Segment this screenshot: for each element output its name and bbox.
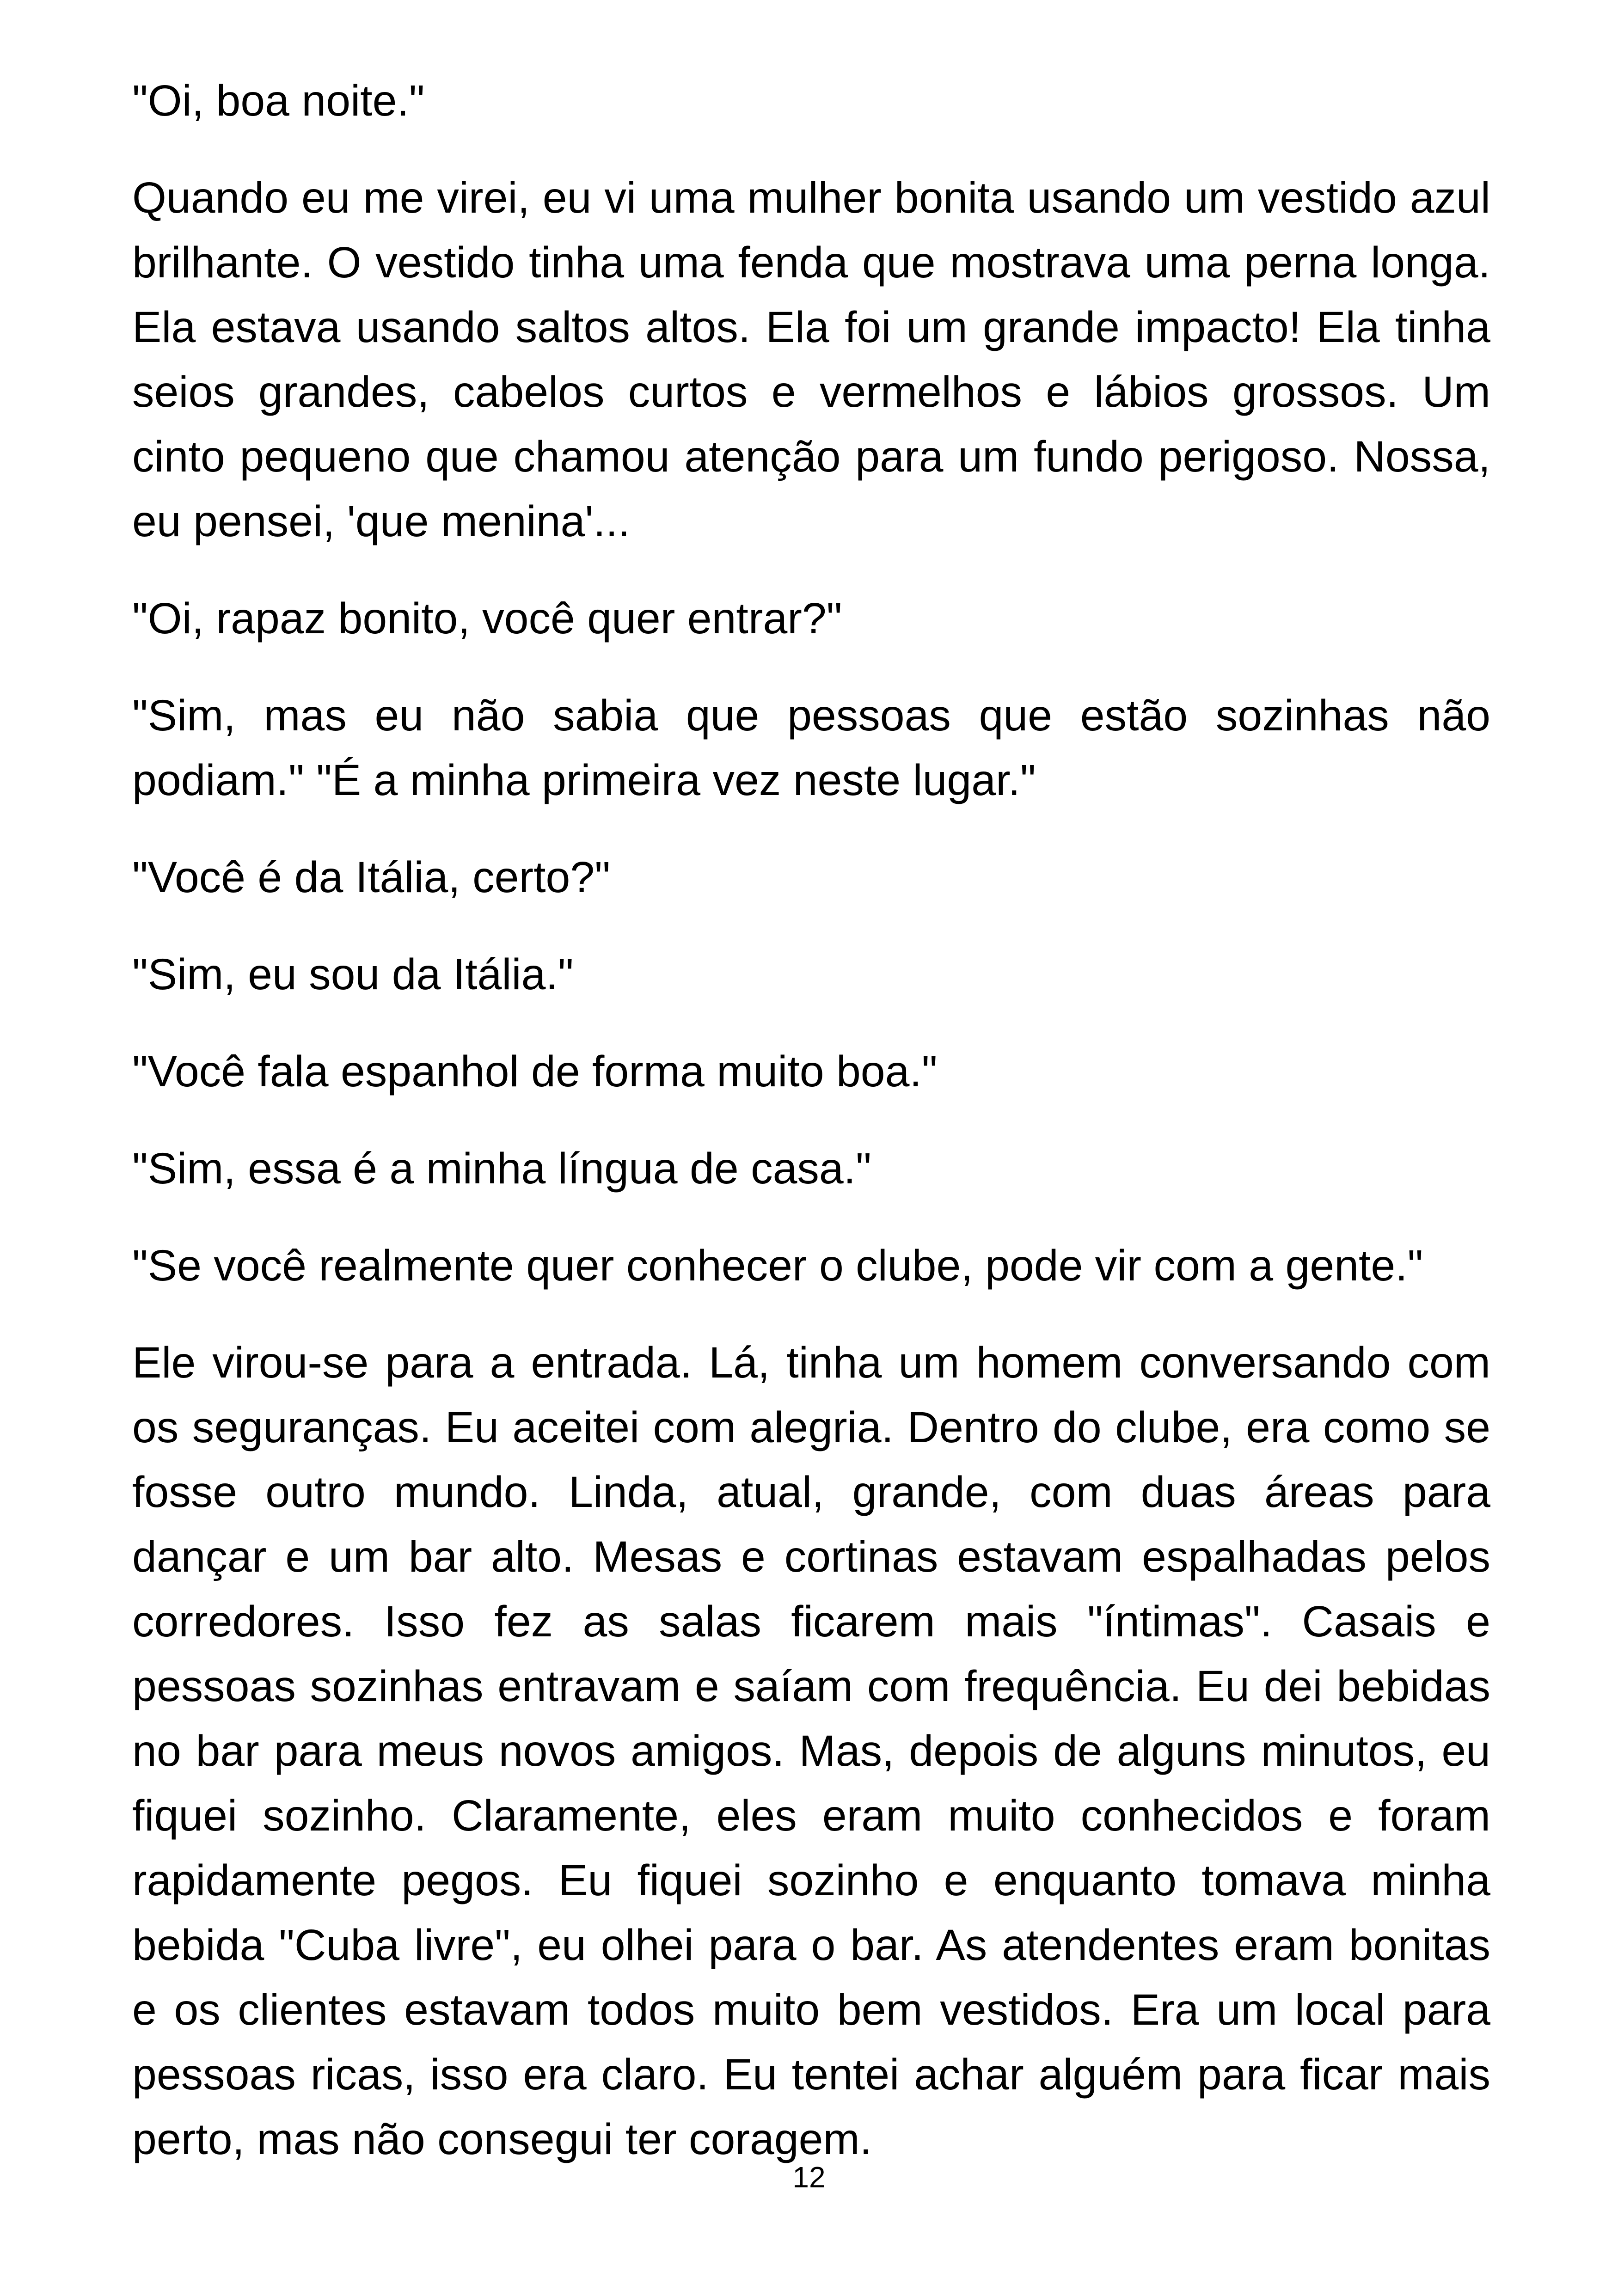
paragraph: "Você é da Itália, certo?" xyxy=(132,853,610,902)
paragraph: "Oi, boa noite." xyxy=(132,76,425,125)
paragraph: "Você fala espanhol de forma muito boa." xyxy=(132,1047,938,1096)
paragraph: "Sim, eu sou da Itália." xyxy=(132,950,574,999)
paragraph: "Se você realmente quer conhecer o clube, pode vir com a gente." xyxy=(132,1241,1423,1290)
page-body xyxy=(132,68,1490,2204)
paragraph: "Sim, mas eu não sabia que pessoas que estão sozinhas não podiam." "É a minha primeira vez neste lugar." xyxy=(132,691,1490,805)
paragraph: Quando eu me virei, eu vi uma mulher bonita usando um vestido azul brilhante. O vestido tinha uma fenda que mostrava uma perna longa. Ela estava usando saltos altos. Ela foi um grande impacto! Ela tinha seios grandes, cabelos curtos e vermelhos e lábios grossos. Um cinto pequeno que chamou atenção para um fundo perigoso. Nossa, eu pensei, 'que menina'... xyxy=(132,173,1490,546)
paragraph: "Oi, rapaz bonito, você quer entrar?" xyxy=(132,594,842,643)
page-number: 12 xyxy=(792,2161,826,2194)
paragraph: Ele virou-se para a entrada. Lá, tinha um homem conversando com os seguranças. Eu aceitei com alegria. Dentro do clube, era como se fosse outro mundo. Linda, atual, grande, com duas áreas para dançar e um bar alto. Mesas e cortinas estavam espalhadas pelos corredores. Isso fez as salas ficarem mais "íntimas". Casais e pessoas sozinhas entravam e saíam com frequência. Eu dei bebidas no bar para meus novos amigos. Mas, depois de alguns minutos, eu fiquei sozinho. Claramente, eles eram muito conhecidos e foram rapidamente pegos. Eu fiquei sozinho e enquanto tomava minha bebida "Cuba livre", eu olhei para o bar. As atendentes eram bonitas e os clientes estavam todos muito bem vestidos. Era um local para pessoas ricas, isso era claro. Eu tentei achar alguém para ficar mais perto, mas não consegui ter coragem. xyxy=(132,1338,1490,2164)
paragraph: "Sim, essa é a minha língua de casa." xyxy=(132,1144,871,1193)
